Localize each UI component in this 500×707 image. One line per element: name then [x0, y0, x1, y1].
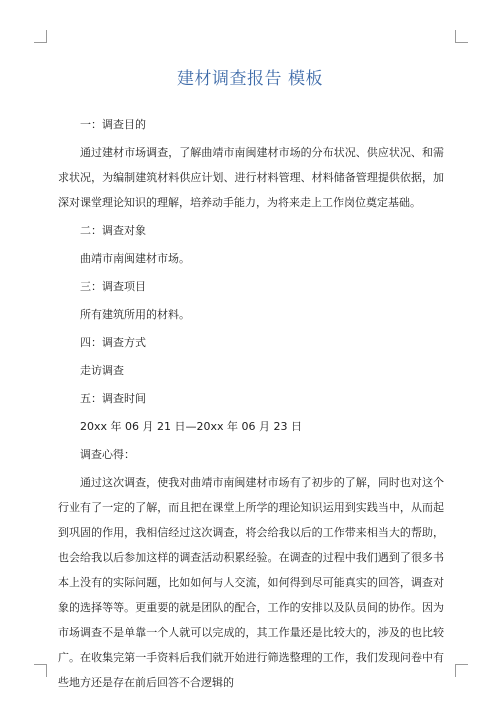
section-heading-time: 五：调查时间	[80, 392, 146, 405]
section-body-items: 所有建筑所用的材料。	[80, 308, 190, 321]
section-heading-object: 二：调查对象	[80, 224, 146, 237]
experience-body: 通过这次调查，使我对曲靖市南闽建材市场有了初步的了解，同时也对这个行业有了一定的了解，而且把在课堂上所学的理论知识运用到实践当中，从而起到巩固的作用，我相信经过这次调查，将会给我以后的工作带来相当大的帮助，也会给我以后参加这样的调查活动积累经验。在调查的过程中我们遇到了很多书本上没有的实际问题，比如如何与人交流，如何得到尽可能真实的回答，调查对象的选择等等。更重要的就是团队的配合，工作的安排以及队员间的协作。因为市场调查不是单靠一个人就可以完成的，其工作量还是比较大的，涉及的也比较广。在收集完第一手资料后我们就开始进行筛选整理的工作，我们发现问卷中有些地方还是存在前后回答不合逻辑的	[58, 476, 444, 689]
crop-mark-top-left	[34, 30, 47, 43]
section-body-method: 走访调查	[80, 364, 124, 377]
crop-mark-bottom-left	[34, 664, 47, 677]
section-body-time: 20xx 年 06 月 21 日—20xx 年 06 月 23 日	[80, 420, 302, 433]
experience-heading: 调查心得：	[80, 448, 135, 461]
crop-mark-top-right	[455, 30, 468, 43]
document-title: 建材调查报告 模板	[177, 69, 323, 89]
document-body	[58, 112, 444, 695]
section-body-purpose: 通过建材市场调查，了解曲靖市南闽建材市场的分布状况、供应状况、和需求状况，为编制建筑材料供应计划、进行材料管理、材料储备管理提供依据，加深对课堂理论知识的理解，培养动手能力，为将来走上工作岗位奠定基础。	[58, 146, 444, 209]
section-body-object: 曲靖市南闽建材市场。	[80, 252, 190, 265]
section-heading-items: 三：调查项目	[80, 280, 146, 293]
section-heading-method: 四：调查方式	[80, 336, 146, 349]
section-heading-purpose: 一：调查目的	[80, 118, 146, 131]
crop-mark-bottom-right	[455, 664, 468, 677]
